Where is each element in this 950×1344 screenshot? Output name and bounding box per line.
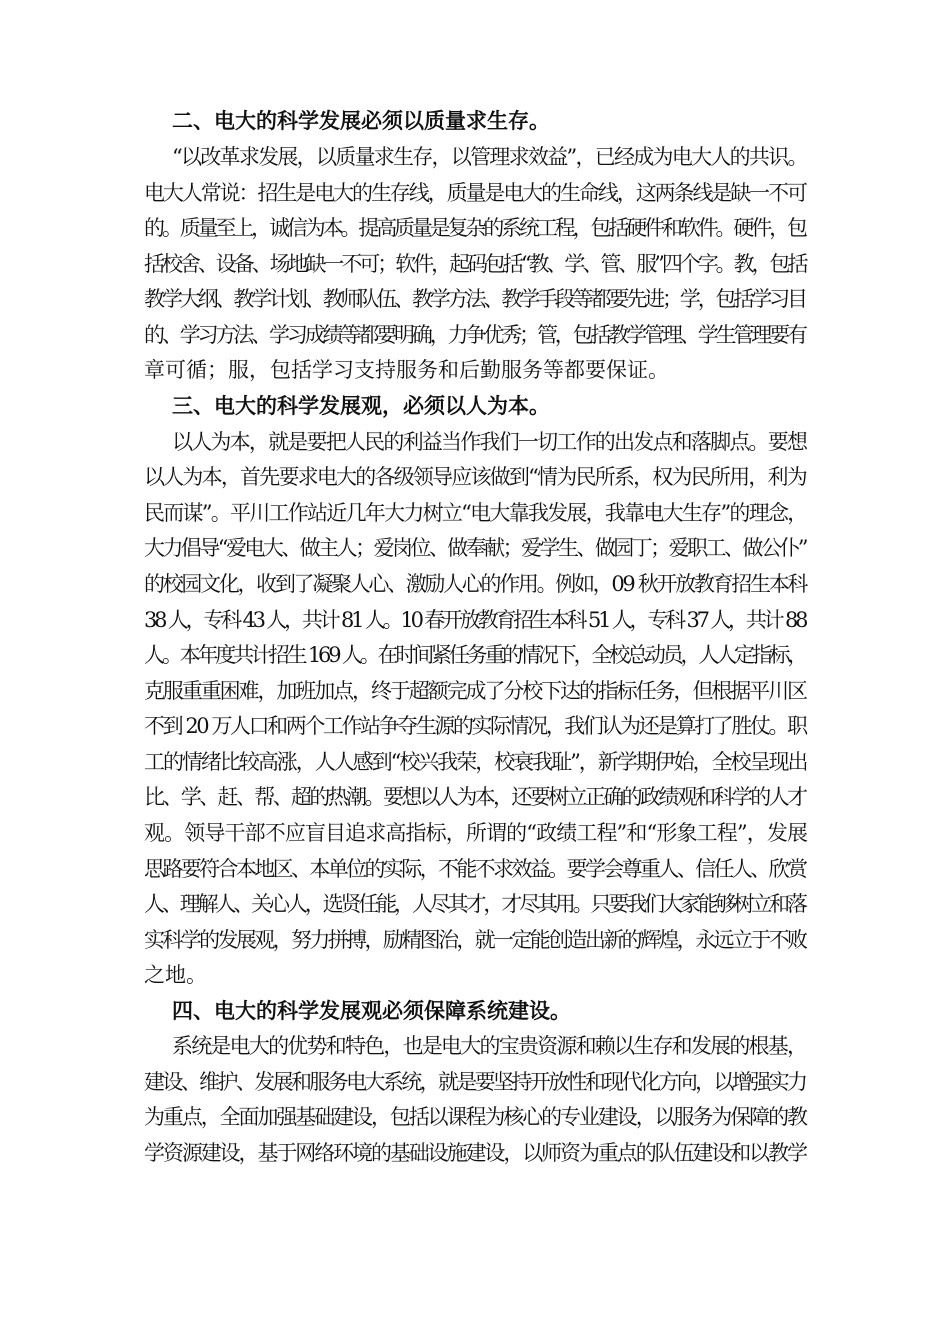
paragraph-line: 38 人，专科 43 人，共计 81 人。10 春开放教育招生本科 51 人，专科 37 人，共计 88 <box>144 608 806 632</box>
paragraph-line: 比、学、赶、帮、超的热潮。要想以人为本，还要树立正确的政绩观和科学的人才 <box>144 785 806 809</box>
paragraph-line: 思路要符合本地区、本单位的实际，不能不求效益。要学会尊重人、信任人、欣赏 <box>144 857 806 881</box>
paragraph-line: 大力倡导“爱电大、做主人；爱岗位、做奉献；爱学生、做园丁；爱职工、做公仆” <box>144 536 806 560</box>
paragraph-line: 的。质量至上，诚信为本。提高质量是复杂的系统工程，包括硬件和软件。硬件，包 <box>144 216 805 240</box>
paragraph-line: 为重点，全面加强基础建设，包括以课程为核心的专业建设，以服务为保障的教 <box>144 1105 806 1129</box>
paragraph-line: 工的情绪比较高涨，人人感到“校兴我荣，校衰我耻”，新学期伊始，全校呈现出 <box>144 750 807 774</box>
paragraph-line: 括校舍、设备、场地缺一不可；软件，起码包括“教、学、管、服”四个字。教，包括 <box>144 252 806 276</box>
paragraph-line: 观。领导干部不应盲目追求高指标，所谓的“政绩工程”和“形象工程”，发展 <box>144 821 808 845</box>
paragraph-line: 人、理解人、关心人，选贤任能，人尽其才，才尽其用。只要我们大家能够树立和落 <box>144 892 805 916</box>
paragraph-line: 实科学的发展观，努力拼搏，励精图治，就一定能创造出新的辉煌，永远立于不败 <box>144 928 806 952</box>
paragraph-line: 克服重重困难，加班加点，终于超额完成了分校下达的指标任务，但根据平川区 <box>144 679 806 703</box>
paragraph-line: 学资源建设，基于网络环境的基础设施建设，以师资为重点的队伍建设和以教学 <box>144 1141 806 1165</box>
paragraph-line: 系统是电大的优势和特色，也是电大的宝贵资源和赖以生存和发展的根基， <box>172 1034 807 1058</box>
paragraph-line: 以人为本，就是要把人民的利益当作我们一切工作的出发点和落脚点。要想 <box>172 430 807 454</box>
paragraph-line: 以人为本，首先要求电大的各级领导应该做到“情为民所系，权为民所用，利为 <box>144 465 806 489</box>
paragraph-line: 建设、维护、发展和服务电大系统，就是要坚持开放性和现代化方向，以增强实力 <box>144 1070 806 1094</box>
paragraph-line: 章可循；服，包括学习支持服务和后勤服务等都要保证。 <box>144 358 669 382</box>
paragraph-line: 的校园文化，收到了凝聚人心、激励人心的作用。例如，09 秋开放教育招生本科 <box>144 572 807 596</box>
paragraph-line: 人。本年度共计招生 169 人。在时间紧任务重的情况下，全校总动员，人人定指标， <box>144 643 806 667</box>
paragraph-line: 之地。 <box>144 963 207 987</box>
paragraph-line: 民而谋”。平川工作站近几年大力树立“电大靠我发展，我靠电大生存”的理念， <box>144 501 807 525</box>
paragraph-line: 的、学习方法、学习成绩等都要明确，力争优秀；管，包括教学管理、学生管理要有 <box>144 323 805 347</box>
paragraph-line: “以改革求发展，以质量求生存，以管理求效益”，已经成为电大人的共识。 <box>172 145 807 169</box>
paragraph-line: 教学大纲、教学计划、教师队伍、教学方法、教学手段等都要先进；学，包括学习目 <box>144 287 805 311</box>
section-heading: 二、电大的科学发展必须以质量求生存。 <box>172 108 550 133</box>
paragraph-line: 不到 20 万人口和两个工作站争夺生源的实际情况，我们认为还是算打了胜仗。职 <box>144 714 806 738</box>
section-heading: 三、电大的科学发展观，必须以人为本。 <box>172 393 550 418</box>
paragraph-line: 电大人常说：招生是电大的生存线，质量是电大的生命线，这两条线是缺一不可 <box>144 181 806 205</box>
section-heading: 四、电大的科学发展观必须保障系统建设。 <box>172 998 571 1023</box>
